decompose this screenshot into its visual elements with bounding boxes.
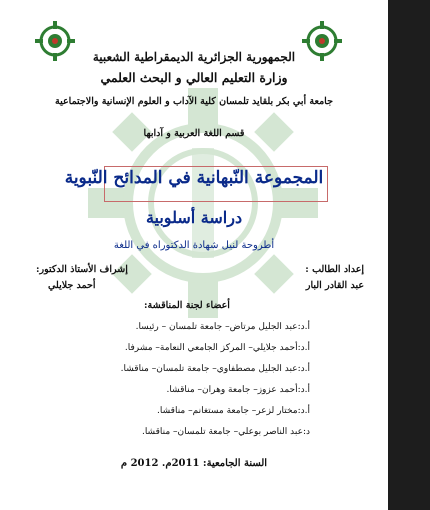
republic-heading: الجمهورية الجزائرية الديمقراطية الشعبية <box>92 50 296 64</box>
committee-member: أ.د:عبد الجليل مصطفاوي– جامعة تلمسان– مناقشا. <box>120 364 310 374</box>
committee-member: أ.د:عبد الجليل مرتاض– جامعة تلمسان – رئيسا. <box>135 322 310 332</box>
university-seal-watermark <box>88 88 318 318</box>
student-name: عبد القادر البار <box>305 280 364 291</box>
thesis-subtitle: دراسة أسلوبية <box>145 208 243 227</box>
committee-member: أ.د:أحمد عزوز– جامعة وهران– مناقشا. <box>166 385 310 395</box>
ministry-heading: وزارة التعليم العالي و البحث العلمي <box>100 70 288 85</box>
viewer-side-panel <box>388 0 430 510</box>
department-line: قسم اللغة العربية و آدابها <box>143 128 245 139</box>
committee-member: أ.د:مختار لزعر– جامعة مستغانم– مناقشا. <box>157 406 310 416</box>
supervisor-label: إشراف الأستاذ الدكتور: <box>36 264 128 275</box>
committee-member: د:عبد الناصر بوعلي– جامعة تلمسان– مناقشا. <box>141 427 310 437</box>
academic-year: السنة الجامعية: 2011م. 2012 م <box>120 458 268 469</box>
committee-heading: أعضاء لجنة المناقشة: <box>144 300 230 311</box>
committee-member: أ.د:أحمد جلايلي– المركز الجامعي النعامة– مشرفا. <box>124 343 310 353</box>
thesis-degree-line: أطروحة لنيل شهادة الدكتوراه في اللغة <box>113 240 275 251</box>
university-faculty-line: جامعة أبي بكر بلقايد تلمسان كلية الآداب و العلوم الإنسانية والاجتماعية <box>55 96 333 107</box>
thesis-title: المجموعة النّبهانية في المدائح النّبوية <box>64 168 324 188</box>
supervisor-name: أحمد جلايلي <box>48 280 96 291</box>
student-label: إعداد الطالب : <box>305 264 364 275</box>
